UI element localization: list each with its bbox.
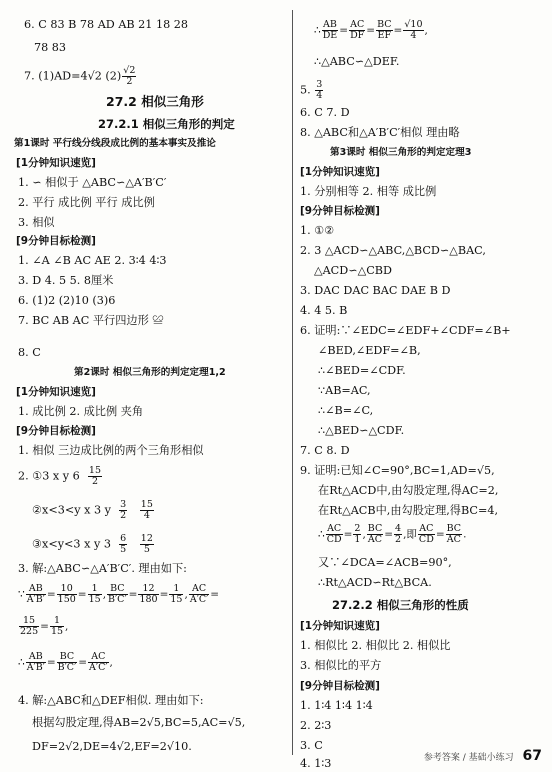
section-header: [9分钟目标检测] [300, 680, 380, 692]
answer-line: △ACD∽△CBD [314, 264, 392, 277]
section-title: 27.2 相似三角形 [106, 94, 204, 109]
fraction: $\frac{BC}{EF}$ [377, 19, 392, 41]
fraction: $\frac{12}{5}$ [140, 533, 153, 555]
section-header: [1分钟知识速览] [300, 620, 380, 632]
section-header: [1分钟知识速览] [300, 166, 380, 178]
fraction: $\frac{BC}{B'C'}$ [108, 583, 127, 605]
fraction: $\frac{BC}{B'C'}$ [57, 651, 77, 673]
fraction: $\frac{√2}{2}$ [123, 65, 136, 87]
answer-line: 1. ①② [300, 224, 335, 237]
column-divider [292, 10, 293, 755]
lesson-title: 第1课时 平行线分线段成比例的基本事实及推论 [14, 138, 216, 149]
answer-line: 3. DAC DAC BAC DAE B D [300, 284, 451, 297]
answer-line: ∵ $\frac{AB}{A'B'}$ = $\frac{10}{150}$ = $\frac{1}{15}$ , $\frac{BC}{B'C'}$ = $\frac{12}{180}$ = $\frac{1}{15}$ , $\frac{AC}{A'C'}$ = [18, 583, 220, 605]
answer-line: 1. ∽ 相似于 △ABC∽△A′B′C′ [18, 176, 167, 189]
answer-line: 4. 4 5. B [300, 304, 348, 317]
answer-line: 3. 相似比的平方 [300, 659, 382, 672]
answer-line: ∴ $\frac{AB}{A'B'}$ = $\frac{BC}{B'C'}$ = $\frac{AC}{A'C'}$ , [18, 651, 113, 673]
answer-line: 1. 成比例 2. 成比例 夹角 [18, 405, 144, 418]
answer-line: ∴ $\frac{AC}{CD}$ = $\frac{2}{1}$ , $\frac{BC}{AC}$ = $\frac{4}{2}$ ,即 $\frac{AC}{CD}$ = $\frac{BC}{AC}$ . [318, 523, 467, 545]
answer-line: $\frac{15}{225}$ = $\frac{1}{15}$ , [20, 615, 69, 637]
fraction: $\frac{AC}{DF}$ [350, 19, 365, 41]
answer-line: ∠BED,∠EDF=∠B, [318, 344, 421, 357]
answer-line: ③x<y<3 x y 3 $\frac{6}{5}$ $\frac{12}{5}$ [32, 533, 153, 555]
answer-line: ∴△ABC∽△DEF. [314, 55, 400, 68]
fraction: $\frac{AB}{A'B'}$ [26, 583, 45, 605]
answer-line: DF=2√2,DE=4√2,EF=2√10. [32, 740, 192, 753]
footer-label: 参考答案 / 基础小练习 [423, 753, 514, 763]
fraction: $\frac{12}{180}$ [139, 583, 158, 605]
page-footer [424, 748, 542, 764]
lesson-title: 第2课时 相似三角形的判定定理1,2 [74, 367, 226, 378]
answer-line: ∴Rt△ACD∽Rt△BCA. [318, 576, 432, 589]
fraction: $\frac{1}{15}$ [88, 583, 101, 605]
fraction: $\frac{AB}{A'B'}$ [26, 651, 45, 673]
answer-line: ∴∠BED=∠CDF. [318, 364, 406, 377]
answer-line: 1. ∠A ∠B AC AE 2. 3∶4 4∶3 [18, 254, 167, 267]
answer-line: 1. 相似比 2. 相似比 2. 相似比 [300, 639, 451, 652]
lesson-title: 第3课时 相似三角形的判定定理3 [330, 147, 472, 158]
answer-line: ∵AB=AC, [318, 384, 371, 397]
fraction: $\frac{15}{225}$ [20, 615, 39, 637]
fraction: $\frac{6}{5}$ [120, 533, 127, 555]
answer-line: 7. C 8. D [300, 444, 350, 457]
section-header: [9分钟目标检测] [16, 235, 96, 247]
answer-line: 1. 相似 三边成比例的两个三角形相似 [18, 444, 204, 457]
answer-line: 6. C 83 B 78 AD AB 21 18 28 [24, 18, 188, 31]
answer-line: 在Rt△ACD中,由勾股定理,得AC=2, [318, 484, 499, 497]
fraction: $\frac{10}{150}$ [57, 583, 76, 605]
fraction: $\frac{AB}{DE}$ [322, 19, 338, 41]
answer-line: 78 83 [34, 41, 67, 54]
answer-line: 1. 分别相等 2. 相等 成比例 [300, 185, 437, 198]
answer-line: 9. 证明:已知∠C=90°,BC=1,AD=√5, [300, 464, 495, 477]
fraction: $\frac{3}{2}$ [120, 499, 127, 521]
answer-line: 7. BC AB AC 平行四边形 ≌ [18, 314, 164, 327]
fraction: $\frac{1}{15}$ [170, 583, 183, 605]
answer-line: 在Rt△ACB中,由勾股定理,得BC=4, [318, 504, 499, 517]
answer-line: 2. 2∶3 [300, 719, 332, 732]
answer-line: 又∵∠DCA=∠ACB=90°, [318, 556, 452, 569]
answer-line: 根据勾股定理,得AB=2√5,BC=5,AC=√5, [32, 716, 246, 729]
answer-line: 7. (1)AD=4√2 (2) $\frac{√2}{2}$ [24, 65, 136, 87]
fraction: $\frac{1}{15}$ [50, 615, 64, 637]
fraction: $\frac{2}{1}$ [354, 523, 361, 545]
answer-line: 5. $\frac{3}{4}$ [300, 79, 323, 101]
section-header: [1分钟知识速览] [16, 386, 96, 398]
page-number: 67 [522, 748, 542, 764]
fraction: $\frac{AC}{CD}$ [326, 523, 342, 545]
fraction: $\frac{AC}{CD}$ [418, 523, 434, 545]
fraction: $\frac{√10}{4}$ [404, 19, 423, 41]
section-header: [9分钟目标检测] [300, 205, 380, 217]
fraction: $\frac{15}{4}$ [140, 499, 153, 521]
answer-line: 6. (1)2 (2)10 (3)6 [18, 294, 116, 307]
answer-line: 4. 解:△ABC和△DEF相似. 理由如下: [18, 694, 204, 707]
section-header: [1分钟知识速览] [16, 157, 96, 169]
answer-line: 3. D 4. 5 5. 8厘米 [18, 274, 114, 287]
answer-line: 2. ①3 x y 6 $\frac{15}{2}$ [18, 465, 102, 487]
answer-line: ②x<3<y x 3 y $\frac{3}{2}$ $\frac{15}{4}$ [32, 499, 153, 521]
answer-line: 6. 证明:∵∠EDC=∠EDF+∠CDF=∠B+ [300, 324, 511, 337]
fraction: $\frac{15}{2}$ [88, 465, 102, 487]
fraction: $\frac{BC}{AC}$ [446, 523, 462, 545]
fraction: $\frac{AC}{A'C'}$ [89, 651, 108, 673]
answer-line: 3. C [300, 739, 323, 752]
section-header: [9分钟目标检测] [16, 425, 96, 437]
fraction: $\frac{4}{2}$ [395, 523, 402, 545]
answer-line: ∴△BED∽△CDF. [318, 424, 405, 437]
fraction: $\frac{3}{4}$ [316, 79, 323, 101]
answer-line: 2. 平行 成比例 平行 成比例 [18, 196, 155, 209]
subsection-title: 27.2.1 相似三角形的判定 [98, 117, 235, 131]
fraction: $\frac{BC}{AC}$ [367, 523, 383, 545]
answer-line: 3. 相似 [18, 216, 55, 229]
answer-line: ∴ $\frac{AB}{DE}$ = $\frac{AC}{DF}$ = $\frac{BC}{EF}$ = $\frac{√10}{4}$ , [314, 19, 428, 41]
answer-line: 3. 解:△ABC∽△A′B′C′. 理由如下: [18, 562, 187, 575]
subsection-title: 27.2.2 相似三角形的性质 [332, 598, 469, 612]
answer-line: ∴∠B=∠C, [318, 404, 374, 417]
answer-line: 1. 1∶4 1∶4 1∶4 [300, 699, 373, 712]
answer-line: 8. △ABC和△A′B′C′相似 理由略 [300, 126, 460, 139]
answer-line: 8. C [18, 346, 41, 359]
fraction: $\frac{AC}{A'C'}$ [189, 583, 209, 605]
answer-line: 2. 3 △ACD∽△ABC,△BCD∽△BAC, [300, 244, 486, 257]
answer-line: 4. 1∶3 [300, 757, 332, 770]
answer-line: 6. C 7. D [300, 106, 350, 119]
